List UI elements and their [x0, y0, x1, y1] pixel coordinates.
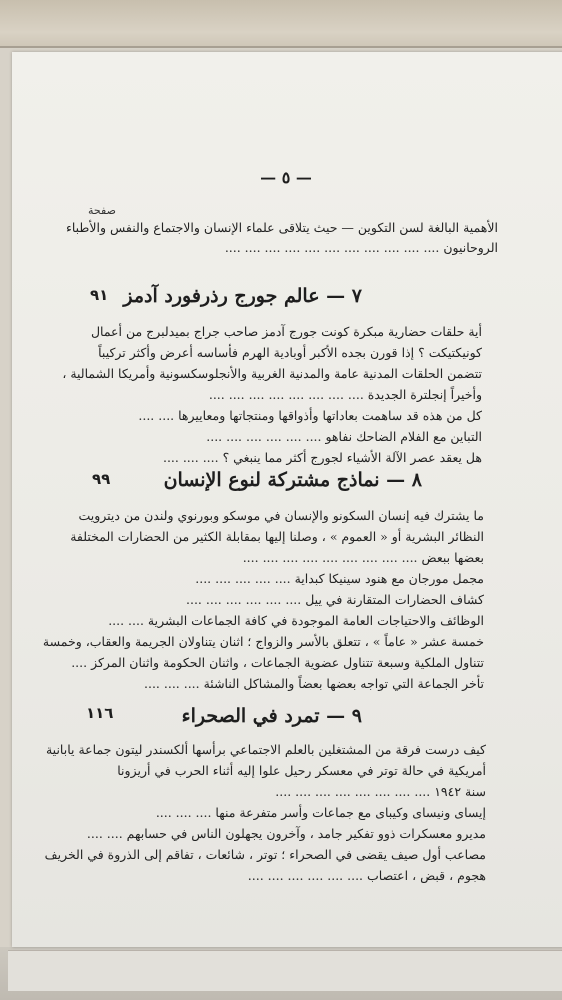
- section-page-number: ٩١: [90, 286, 109, 304]
- section-line: التباين مع الفلام الضاحك نفاهو .... .... .... .... .... ....: [206, 429, 482, 444]
- section-page-number: ٩٩: [92, 470, 111, 488]
- section-line: إيساى ونيساى وكيباى مع جماعات وأسر متفرعة منها .... .... ....: [155, 805, 486, 820]
- section-line: تأخر الجماعة التي تواجه بعضها بعضاً والمشاكل الناشئة .... .... ....: [144, 676, 484, 691]
- section-line: بعضها ببعض .... .... .... .... .... .... .... .... ....: [242, 550, 484, 565]
- section-line: وأخيراً إنجلترة الجديدة .... .... .... .... .... .... .... ....: [208, 387, 482, 402]
- section-line: هل يعقد عصر الآلة الأشياء لجورج أكثر مما ينبغي ؟ .... .... ....: [162, 450, 482, 465]
- section-page-number: ١١٦: [86, 704, 114, 722]
- intro-line: الروحانيون .... .... .... .... .... .... .... .... .... .... ....: [224, 240, 498, 255]
- section-line: كشاف الحضارات المتقارنة في ييل .... .... .... .... .... ....: [186, 592, 484, 607]
- section-line: خمسة عشر « عاماً » ، تتعلق بالأسر والزواج ؛ اثنان يتناولان الجريمة والعقاب، وخمسة: [42, 634, 484, 649]
- section-line: كل من هذه قد ساهمت بعاداتها وأذواقها ومنتجاتها ومعاييرها .... ....: [138, 408, 482, 423]
- section-line: كونيكتيكت ؟ إذا قورن بجده الأكبر أوبادية الهرم فأساسه أعرض وأكثر تركيباً: [98, 345, 482, 360]
- page-column-label: صفحة: [88, 204, 116, 217]
- section-line: أية حلقات حضارية مبكرة كونت جورج آدمز صاحب جراج بميدلبرج من أعمال: [90, 324, 482, 339]
- section-line: تتناول الملكية وسبعة تتناول عضوية الجماعات ، واثنان الحكومة واثنان المركز ....: [71, 655, 484, 670]
- section-line: مجمل مورجان مع هنود سينيكا كبداية .... .... .... .... ....: [195, 571, 484, 586]
- section-heading: ٩ — تمرد في الصحراء: [181, 705, 362, 727]
- section-line: مصاعب أول صيف يقضى في الصحراء ؛ توتر ، شائعات ، تفاقم إلى الذروة في الخريف: [44, 847, 486, 862]
- section-line: هجوم ، قبض ، اعتصاب .... .... .... .... .... ....: [247, 868, 486, 883]
- next-sheet: [8, 950, 562, 991]
- page-number: — ٥ —: [260, 168, 312, 187]
- section-line: سنة ١٩٤٢ .... .... .... .... .... .... .... ....: [275, 784, 486, 799]
- section-line: تتضمن الحلقات المدنية عامة والمدنية الغربية والأنجلوسكسونية وأمريكا الشمالية ،: [62, 366, 482, 381]
- section-heading: ٨ — نماذج مشتركة لنوع الإنسان: [163, 469, 422, 491]
- section-line: ما يشترك فيه إنسان السكونو والإنسان في موسكو وبورنوي ولندن من ديترويت: [78, 508, 484, 523]
- section-line: النظائر البشرية أو « العموم » ، وصلنا إليها بمقابلة الكثير من الحضارات المختلفة: [70, 529, 484, 544]
- section-line: كيف درست فرقة من المشتغلين بالعلم الاجتماعي برأسها ألكسندر ليتون جماعة يابانية: [45, 742, 486, 757]
- intro-line: الأهمية البالغة لسن التكوين — حيث يتلاقى علماء الإنسان والاجتماع والنفس والأطباء: [65, 220, 498, 235]
- tape-edge: [0, 46, 562, 48]
- section-line: مديرو معسكرات ذوو تفكير جامد ، وآخرون يجهلون الناس في حسابهم .... ....: [86, 826, 486, 841]
- section-heading: ٧ — عالم جورج رذرفورد آدمز: [123, 285, 362, 307]
- section-line: الوظائف والاحتياجات العامة الموجودة في كافة الجماعات البشرية .... ....: [108, 613, 484, 628]
- section-line: أمريكية في حالة توتر في معسكر رحيل علوا إليه أثناء الحرب في أريزونا: [117, 763, 486, 778]
- scanner-tape: [0, 0, 562, 46]
